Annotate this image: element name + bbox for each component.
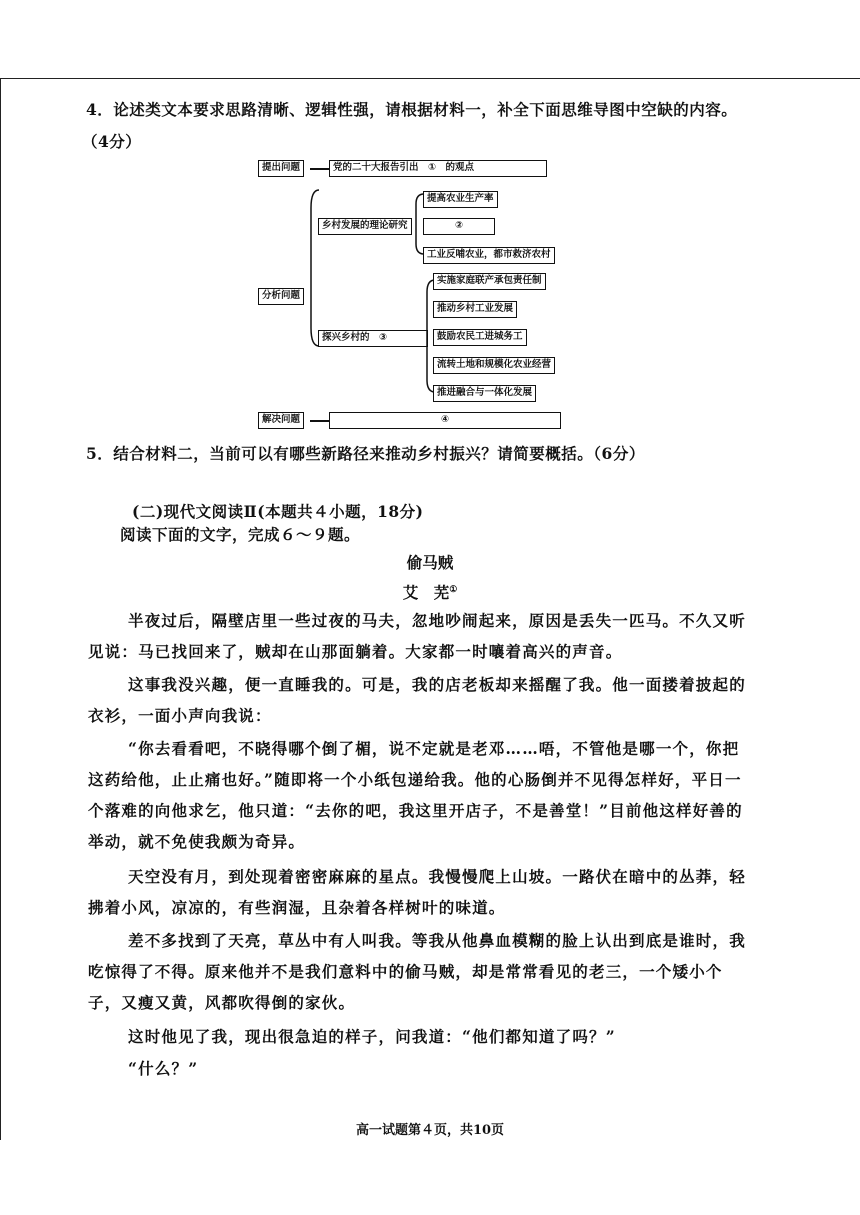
mm-explore: 探兴乡村的 ③ <box>318 330 428 347</box>
mm-solve-text: ④ <box>329 412 561 429</box>
author-footnote-mark: ① <box>449 584 458 595</box>
mm-raise-text: 党的二十大报告引出 ① 的观点 <box>329 160 547 177</box>
mm-theory-item-2: ② <box>423 218 495 235</box>
mm-line <box>310 420 329 422</box>
story-author: 艾 芜 <box>402 583 450 602</box>
story-paragraph-5: 差不多找到了天亮，草丛中有人叫我。等我从他鼻血模糊的脸上认出到底是谁时，我吃惊得了不得。原来他并不是我们意料中的偷马贼，却是常常看见的老三，一个矮小个子，又瘦又黄，风都吹得倒的家伙。 <box>88 931 746 1012</box>
mm-explore-item-3: 鼓励农民工进城务工 <box>433 329 527 346</box>
mm-explore-item-5: 推进融合与一体化发展 <box>433 385 536 402</box>
mm-explore-item-4: 流转土地和规模化农业经营 <box>433 357 555 374</box>
story-paragraph-2: 这事我没兴趣，便一直睡我的。可是，我的店老板却来摇醒了我。他一面搂着披起的衣衫，一面小声向我说： <box>88 675 746 725</box>
page-top-border <box>0 78 860 79</box>
section-instruction: 阅读下面的文字，完成６～９题。 <box>120 525 361 544</box>
section-heading: (二)现代文阅读Ⅱ(本题共４小题，18分) <box>132 502 424 521</box>
mm-analyze-problem: 分析问题 <box>258 288 304 305</box>
story-paragraph-6: 这时他见了我，现出很急迫的样子，问我道：“他们都知道了吗？” <box>128 1027 616 1046</box>
story-title: 偷马贼 <box>406 553 454 572</box>
question-4-points: （4分） <box>82 132 142 151</box>
story-paragraph-1: 半夜过后，隔壁店里一些过夜的马夫，忽地吵闹起来，原因是丢失一匹马。不久又听见说：马已找回来了，贼却在山那面躺着。大家都一时嚷着高兴的声音。 <box>88 611 746 661</box>
story-paragraph-4: 天空没有月，到处现着密密麻麻的星点。我慢慢爬上山坡。一路伏在暗中的丛莽，轻拂着小风，凉凉的，有些润湿，且杂着各样树叶的味道。 <box>88 867 746 917</box>
question-5: 5．结合材料二，当前可以有哪些新路径来推动乡村振兴？请简要概括。（6分） <box>86 444 645 463</box>
mm-brace-main <box>311 188 319 348</box>
story-paragraph-3: “你去看看吧，不晓得哪个倒了楣，说不定就是老邓……唔，不管他是哪一个，你把这药给他，止止痛也好。”随即将一个小纸包递给我。他的心肠倒并不见得怎样好，平日一个落难的向他求乞，他只道：“去你的吧，我这里开店子，不是善堂！”目前他这样好善的举动，就不免使我颇为奇异。 <box>88 739 743 851</box>
mind-map <box>255 158 575 434</box>
mm-solve-problem: 解决问题 <box>258 412 304 429</box>
page-footer: 高一试题第４页，共10页 <box>355 1123 505 1138</box>
mm-explore-item-1: 实施家庭联产承包责任制 <box>433 273 546 290</box>
mm-line <box>310 168 329 170</box>
question-4: 4．论述类文本要求思路清晰、逻辑性强，请根据材料一，补全下面思维导图中空缺的内容。 <box>86 100 738 119</box>
mm-raise-problem: 提出问题 <box>258 160 304 177</box>
story-author-line <box>0 581 860 603</box>
page-left-border <box>0 78 1 1140</box>
mm-theory-item-1: 提高农业生产率 <box>423 191 498 208</box>
story-paragraph-7: “什么？” <box>128 1059 199 1078</box>
mm-rural-theory: 乡村发展的理论研究 <box>318 218 412 235</box>
mm-theory-item-3: 工业反哺农业，都市救济农村 <box>423 247 555 264</box>
mm-explore-item-2: 推动乡村工业发展 <box>433 301 517 318</box>
